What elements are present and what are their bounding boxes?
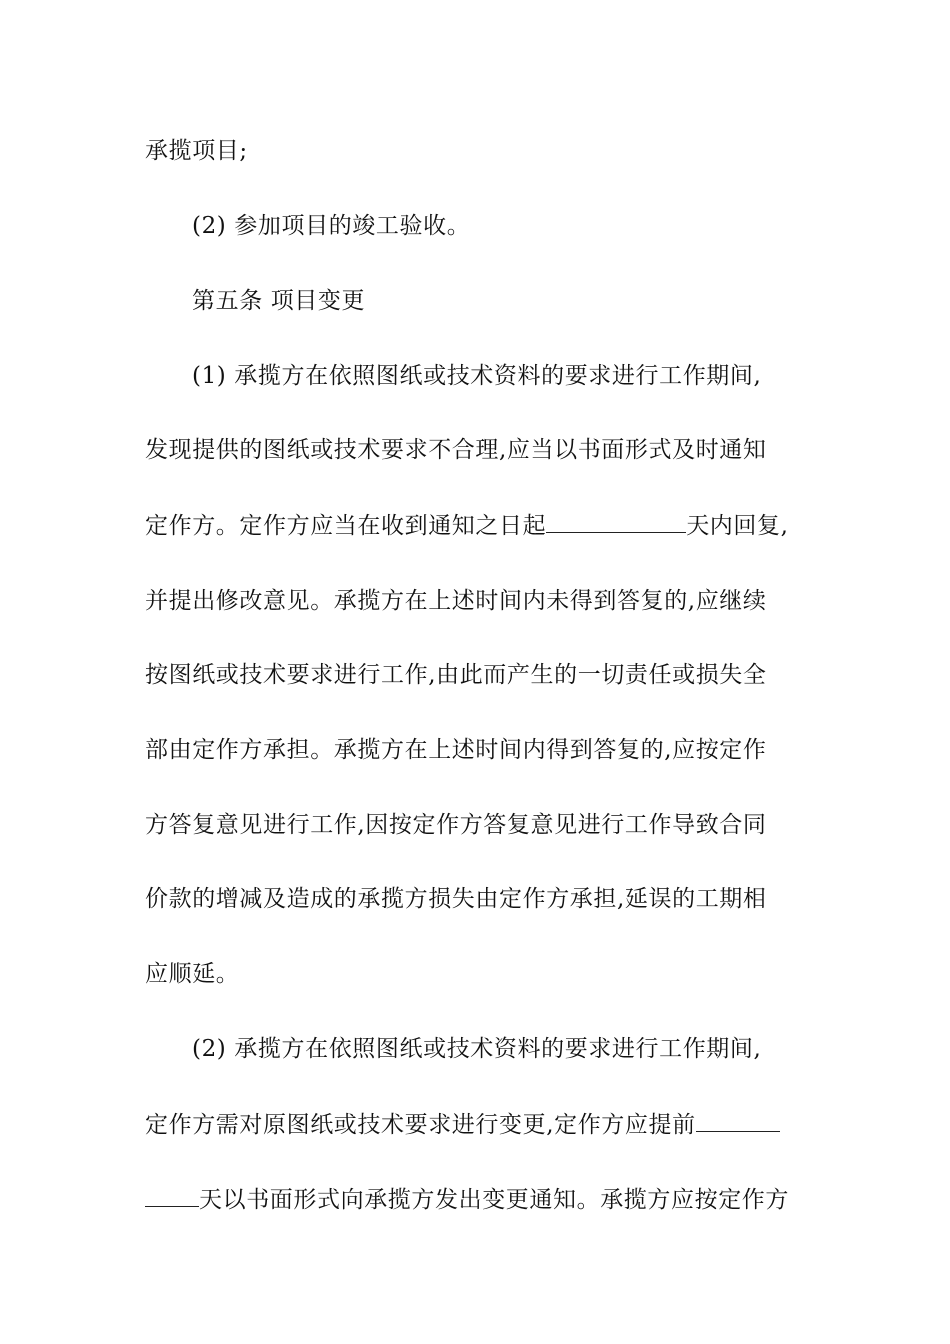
text-line <box>192 361 761 391</box>
fill-in-blank[interactable] <box>145 1184 199 1207</box>
text-line <box>145 735 767 765</box>
text-line <box>145 510 789 541</box>
text-line <box>192 1034 761 1064</box>
line-text: 天以书面形式向承揽方发出变更通知。承揽方应按定作方 <box>199 1187 789 1213</box>
line-text: 承揽项目; <box>145 138 248 164</box>
text-line <box>145 136 248 166</box>
line-text: 部由定作方承担。承揽方在上述时间内得到答复的,应按定作 <box>145 737 767 763</box>
text-line <box>192 211 470 241</box>
line-text: (1) 承揽方在依照图纸或技术资料的要求进行工作期间, <box>192 363 762 389</box>
text-line <box>145 810 767 840</box>
line-text: 天内回复, <box>686 513 789 539</box>
line-text: 方答复意见进行工作,因按定作方答复意见进行工作导致合同 <box>145 812 767 838</box>
text-line <box>145 660 767 690</box>
heading-text: 第五条 项目变更 <box>192 288 366 314</box>
text-line <box>145 586 767 616</box>
fill-in-blank[interactable] <box>546 510 686 533</box>
line-text: 价款的增减及造成的承揽方损失由定作方承担,延误的工期相 <box>145 886 767 912</box>
line-text: 应顺延。 <box>145 961 240 987</box>
text-line <box>145 959 239 989</box>
line-text: 并提出修改意见。承揽方在上述时间内未得到答复的,应继续 <box>145 588 767 614</box>
text-line <box>145 1109 780 1140</box>
text-line <box>145 1184 789 1215</box>
text-line <box>145 435 767 465</box>
line-text: (2) 参加项目的竣工验收。 <box>192 213 471 239</box>
line-text: 定作方。定作方应当在收到通知之日起 <box>145 513 547 539</box>
line-text: 定作方需对原图纸或技术要求进行变更,定作方应提前 <box>145 1112 696 1138</box>
text-line <box>145 884 767 914</box>
line-text: (2) 承揽方在依照图纸或技术资料的要求进行工作期间, <box>192 1036 762 1062</box>
section-heading <box>192 286 365 316</box>
fill-in-blank[interactable] <box>696 1109 780 1132</box>
line-text: 发现提供的图纸或技术要求不合理,应当以书面形式及时通知 <box>145 437 767 463</box>
line-text: 按图纸或技术要求进行工作,由此而产生的一切责任或损失全 <box>145 662 767 688</box>
